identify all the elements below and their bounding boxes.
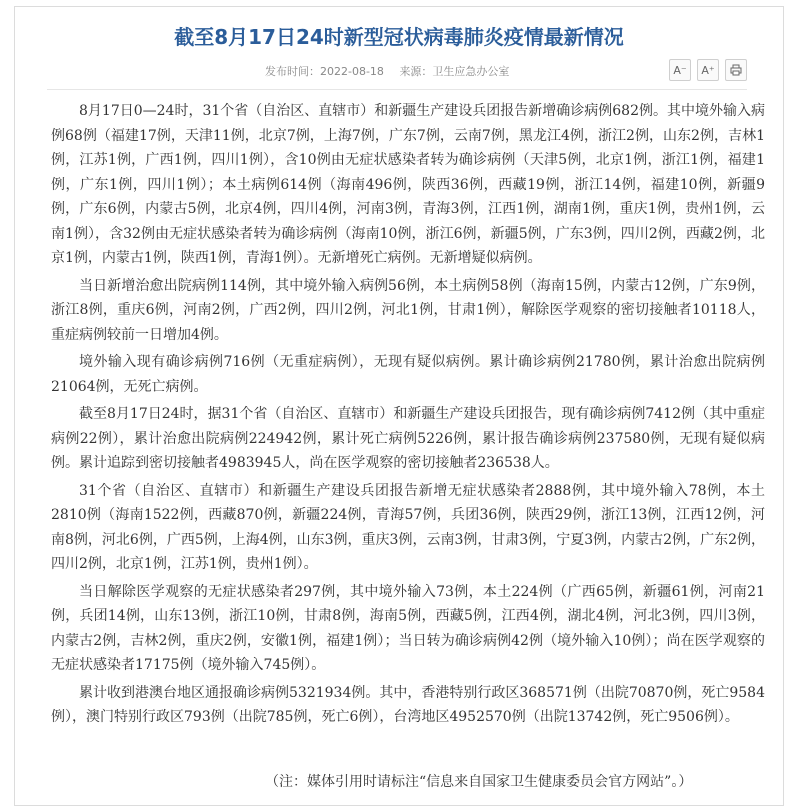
toolbar — [669, 59, 747, 81]
print-button[interactable] — [725, 59, 747, 81]
article-body — [51, 99, 765, 733]
source-label: 来源：卫生应急办公室 — [399, 65, 510, 78]
article-meta — [265, 63, 521, 79]
header-divider — [47, 89, 747, 90]
paragraph: 累计收到港澳台地区通报确诊病例5321934例。其中，香港特别行政区368571例（出院70870例，死亡9584例），澳门特别行政区793例（出院785例，死亡6例），台湾地区4952570例（出院13742例，死亡9506例）。 — [51, 684, 765, 725]
paragraph: 8月17日0—24时，31个省（自治区、直辖市）和新疆生产建设兵团报告新增确诊病例682例。其中境外输入病例68例（福建17例，天津11例，北京7例，上海7例，广东7例，云南7例，黑龙江4例，浙江2例，山东2例，吉林1例，江苏1例，广西1例，四川1例），含10例由无症状感染者转为确诊病例（天津5例，北京1例，浙江1例，福建1例，广东1例，四川1例）；本土病例614例（海南496例，陕西36例，西藏19例，浙江14例，福建10例，新疆9例，广东6例，内蒙古5例，北京4例，四川4例，河南3例，青海3例，江西1例，湖南1例，重庆1例，贵州1例，云南1例），含32例由无症状感染者转为确诊病例（海南10例，浙江6例，新疆5例，广东3例，四川2例，西藏2例，北京1例，内蒙古1例，陕西1例，青海1例）。无新增死亡病例。无新增疑似病例。 — [51, 103, 765, 266]
font-larger-button[interactable]: A⁺ — [697, 59, 719, 81]
paragraph: 31个省（自治区、直辖市）和新疆生产建设兵团报告新增无症状感染者2888例，其中境外输入78例，本土2810例（海南1522例，西藏870例，新疆224例，青海57例，兵团36例，陕西29例，浙江13例，江西12例，河南8例，河北6例，广西5例，上海4例，山东3例，重庆3例，云南3例，甘肃3例，宁夏3例，内蒙古2例，广东2例，四川2例，北京1例，江苏1例，贵州1例）。 — [51, 482, 765, 572]
publish-time: 发布时间：2022-08-18 — [265, 65, 384, 78]
printer-icon — [730, 64, 742, 76]
paragraph: 截至8月17日24时，据31个省（自治区、直辖市）和新疆生产建设兵团报告，现有确诊病例7412例（其中重症病例22例），累计治愈出院病例224942例，累计死亡病例5226例，累计报告确诊病例237580例，无现有疑似病例。累计追踪到密切接触者4983945人，尚在医学观察的密切接触者236538人。 — [51, 406, 765, 471]
font-smaller-button[interactable]: A⁻ — [669, 59, 691, 81]
page-title: 截至8月17日24时新型冠状病毒肺炎疫情最新情况 — [174, 25, 624, 49]
article-frame — [14, 6, 784, 806]
paragraph: 境外输入现有确诊病例716例（无重症病例），无现有疑似病例。累计确诊病例21780例，累计治愈出院病例21064例，无死亡病例。 — [51, 354, 765, 395]
citation-note: （注：媒体引用时请标注“信息来自国家卫生健康委员会官方网站”。） — [265, 774, 693, 790]
paragraph: 当日新增治愈出院病例114例，其中境外输入病例56例，本土病例58例（海南15例，内蒙古12例，广东9例，浙江8例，重庆6例，河南2例，广西2例，四川2例，河北1例，甘肃1例），解除医学观察的密切接触者10118人，重症病例较前一日增加4例。 — [51, 277, 765, 343]
paragraph: 当日解除医学观察的无症状感染者297例，其中境外输入73例，本土224例（广西65例，新疆61例，河南21例，兵团14例，山东13例，浙江10例，甘肃8例，海南5例，西藏5例，江西4例，湖北4例，河北3例，四川3例，内蒙古2例，吉林2例，重庆2例，安徽1例，福建1例）；当日转为确诊病例42例（境外输入10例）；尚在医学观察的无症状感染者17175例（境外输入745例）。 — [51, 583, 765, 673]
